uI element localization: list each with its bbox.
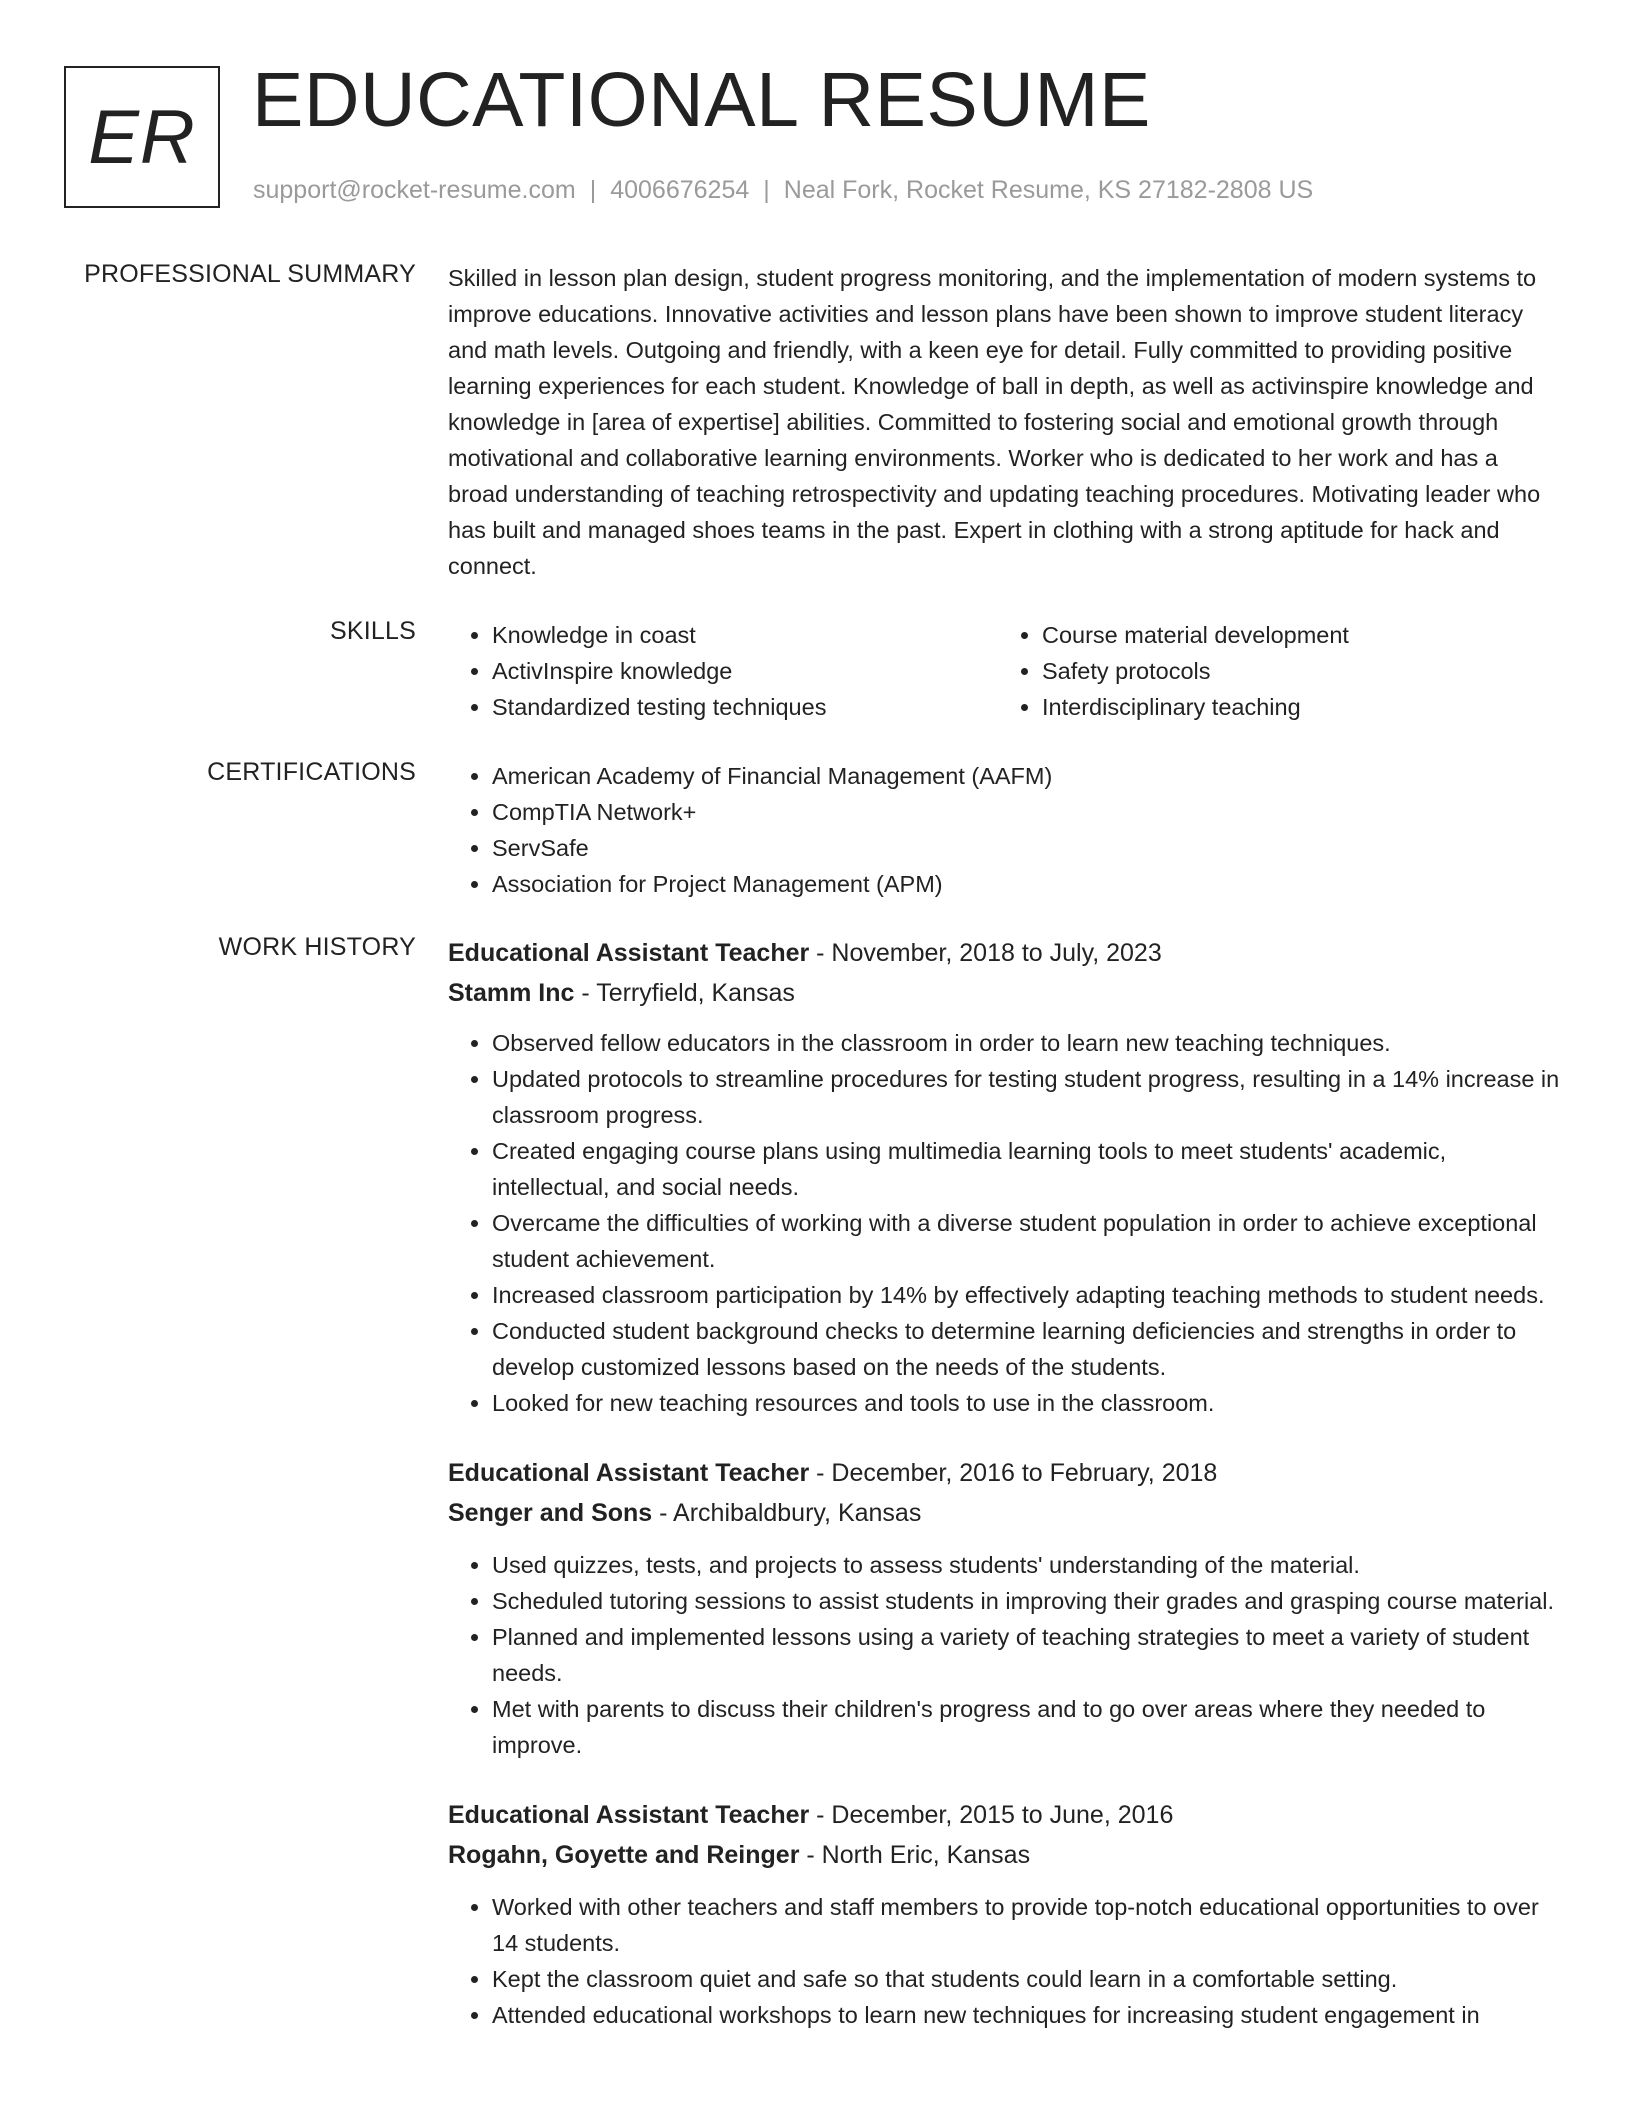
certifications-body — [448, 758, 1560, 902]
job-company: Stamm Inc — [448, 979, 575, 1007]
job-entry — [448, 933, 1560, 1421]
job-dates: - December, 2016 to February, 2018 — [809, 1459, 1218, 1487]
job-bullet: • Kept the classroom quiet and safe so that students could learn in a comfortable setting. — [492, 1961, 1560, 1997]
contact-line — [253, 176, 1313, 205]
contact-separator: | — [589, 176, 597, 204]
skill-item: • Safety protocols — [1042, 653, 1548, 689]
job-bullet: • Updated protocols to streamline procedures for testing student progress, resulting in a 14% increase in classroom progress. — [492, 1061, 1560, 1133]
job-company-line — [448, 1493, 1560, 1533]
job-dates: - December, 2015 to June, 2016 — [809, 1801, 1174, 1829]
certification-item: • ServSafe — [492, 830, 1560, 866]
job-bullet: • Attended educational workshops to learn new techniques for increasing student engagement in — [492, 1997, 1560, 2033]
resume-title: EDUCATIONAL RESUME — [252, 57, 1151, 143]
job-bullet: • Observed fellow educators in the classroom in order to learn new teaching techniques. — [492, 1025, 1560, 1061]
certification-item: • American Academy of Financial Management (AAFM) — [492, 758, 1560, 794]
job-entry — [448, 1453, 1560, 1763]
skill-item: • ActivInspire knowledge — [492, 653, 998, 689]
job-location: - Archibaldbury, Kansas — [652, 1499, 922, 1527]
job-bullet: • Increased classroom participation by 14% by effectively adapting teaching methods to student needs. — [492, 1277, 1560, 1313]
job-title-line — [448, 1795, 1560, 1835]
job-bullet: • Worked with other teachers and staff members to provide top-notch educational opportunities to over 14 students. — [492, 1889, 1560, 1961]
job-location: - Terryfield, Kansas — [574, 979, 795, 1007]
section-title-summary: PROFESSIONAL SUMMARY — [84, 260, 416, 288]
certification-item: • CompTIA Network+ — [492, 794, 1560, 830]
job-company-line — [448, 1835, 1560, 1875]
job-bullet: • Looked for new teaching resources and tools to use in the classroom. — [492, 1385, 1560, 1421]
contact-phone: 4006676254 — [610, 176, 750, 204]
skills-column-right — [998, 617, 1548, 725]
job-title: Educational Assistant Teacher — [448, 1801, 810, 1829]
skill-item: • Course material development — [1042, 617, 1548, 653]
job-title: Educational Assistant Teacher — [448, 1459, 810, 1487]
job-entry — [448, 1795, 1560, 2033]
certification-item: • Association for Project Management (APM) — [492, 866, 1560, 902]
job-bullet: • Conducted student background checks to determine learning deficiencies and strengths in order to develop customized lessons based on the needs of the students. — [492, 1313, 1560, 1385]
job-company-line — [448, 973, 1560, 1013]
skills-column-left — [448, 617, 998, 725]
skill-item: • Interdisciplinary teaching — [1042, 689, 1548, 725]
job-bullet: • Created engaging course plans using multimedia learning tools to meet students' academic, intellectual, and social needs. — [492, 1133, 1560, 1205]
job-bullet: • Used quizzes, tests, and projects to assess students' understanding of the material. — [492, 1547, 1560, 1583]
summary-text: Skilled in lesson plan design, student progress monitoring, and the implementation of modern systems to improve educations. Innovative activities and lesson plans have been shown to improve student literacy and math levels. Outgoing and friendly, with a keen eye for detail. Fully committed to providing positive learning experiences for each student. Knowledge of ball in depth, as well as activinspire knowledge and knowledge in [area of expertise] abilities. Committed to fostering social and emotional growth through motivational and collaborative learning environments. Worker who is dedicated to her work and has a broad understanding of teaching retrospectivity and updating teaching procedures. Motivating leader who has built and managed shoes teams in the past. Expert in clothing with a strong aptitude for hack and connect. — [448, 265, 1541, 579]
skill-item: • Knowledge in coast — [492, 617, 998, 653]
section-title-work-history: WORK HISTORY — [218, 933, 416, 961]
contact-address: Neal Fork, Rocket Resume, KS 27182-2808 US — [783, 176, 1314, 204]
section-title-skills: SKILLS — [330, 617, 416, 645]
monogram-logo: ER — [64, 66, 220, 208]
section-title-certifications: CERTIFICATIONS — [207, 758, 416, 786]
job-location: - North Eric, Kansas — [799, 1841, 1031, 1869]
job-title: Educational Assistant Teacher — [448, 939, 810, 967]
job-bullet: • Met with parents to discuss their children's progress and to go over areas where they needed to improve. — [492, 1691, 1560, 1763]
job-bullet: • Planned and implemented lessons using a variety of teaching strategies to meet a variety of student needs. — [492, 1619, 1560, 1691]
job-company: Senger and Sons — [448, 1499, 653, 1527]
job-bullet: • Overcame the difficulties of working with a diverse student population in order to achieve exceptional student achievement. — [492, 1205, 1560, 1277]
job-dates: - November, 2018 to July, 2023 — [809, 939, 1162, 967]
job-title-line — [448, 1453, 1560, 1493]
work-history-body — [448, 933, 1560, 2033]
contact-email: support@rocket-resume.com — [253, 176, 576, 204]
job-title-line — [448, 933, 1560, 973]
contact-separator: | — [763, 176, 770, 204]
skills-body — [448, 617, 1560, 725]
job-bullet: • Scheduled tutoring sessions to assist students in improving their grades and grasping course material. — [492, 1583, 1560, 1619]
job-company: Rogahn, Goyette and Reinger — [448, 1841, 800, 1869]
skill-item: • Standardized testing techniques — [492, 689, 998, 725]
